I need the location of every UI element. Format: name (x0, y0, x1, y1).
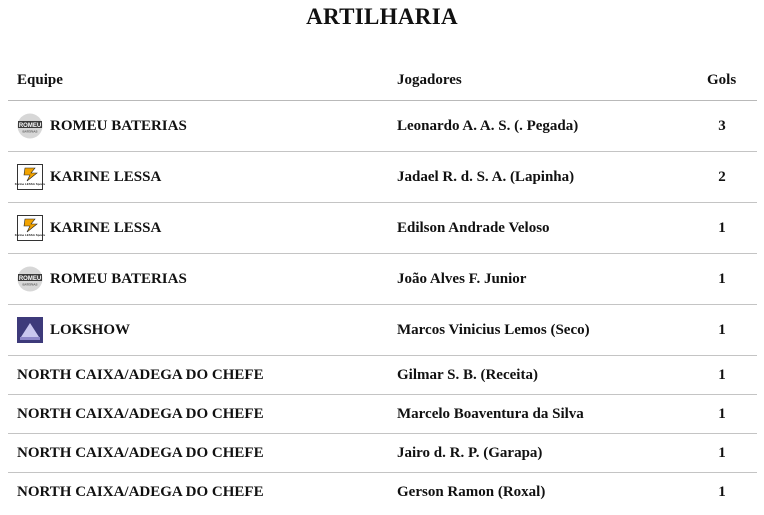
goals-count: 1 (718, 321, 726, 338)
player-name: Gerson Ramon (Roxal) (397, 483, 546, 500)
team-name: NORTH CAIXA/ADEGA DO CHEFE (17, 444, 264, 461)
team-name: ROMEU BATERIAS (50, 117, 187, 134)
player-name: Marcos Vinicius Lemos (Seco) (397, 321, 590, 338)
svg-text:ROMEU: ROMEU (18, 276, 42, 282)
table-row (8, 254, 757, 305)
svg-text:Karine LESSA Sports: Karine LESSA Sports (14, 182, 46, 186)
player-name: Marcelo Boaventura da Silva (397, 405, 584, 422)
romeu-baterias-logo-icon (17, 266, 43, 292)
team-name: NORTH CAIXA/ADEGA DO CHEFE (17, 405, 264, 422)
header-players: Jogadores (397, 72, 462, 88)
scorers-table (8, 62, 757, 511)
table-row (8, 434, 757, 473)
goals-count: 2 (718, 168, 726, 185)
team-name: ROMEU BATERIAS (50, 270, 187, 287)
lokshow-logo-icon (17, 317, 43, 343)
table-row (8, 305, 757, 356)
player-name: Leonardo A. A. S. (. Pegada) (397, 117, 579, 134)
goals-count: 1 (718, 219, 726, 236)
svg-text:BATERIAS: BATERIAS (22, 282, 38, 287)
goals-count: 1 (718, 405, 726, 422)
team-name: NORTH CAIXA/ADEGA DO CHEFE (17, 366, 264, 383)
karine-lessa-logo-icon (14, 215, 46, 241)
table-row (8, 203, 757, 254)
table-header (8, 62, 757, 101)
player-name: Edilson Andrade Veloso (397, 219, 550, 236)
team-name: KARINE LESSA (50, 219, 162, 236)
goals-count: 1 (718, 366, 726, 383)
team-name: KARINE LESSA (50, 168, 162, 185)
header-goals: Gols (707, 72, 737, 88)
player-name: Jairo d. R. P. (Garapa) (397, 444, 543, 461)
goals-count: 1 (718, 444, 726, 461)
player-name: Gilmar S. B. (Receita) (397, 366, 538, 383)
romeu-baterias-logo-icon (17, 113, 43, 139)
team-name: NORTH CAIXA/ADEGA DO CHEFE (17, 483, 264, 500)
header-team: Equipe (17, 72, 63, 88)
table-row (8, 101, 757, 152)
page-title: ARTILHARIA (306, 4, 458, 29)
goals-count: 1 (718, 483, 726, 500)
goals-count: 1 (718, 270, 726, 287)
player-name: Jadael R. d. S. A. (Lapinha) (397, 168, 575, 185)
goals-count: 3 (718, 117, 726, 134)
svg-text:ROMEU: ROMEU (18, 123, 42, 129)
svg-text:BATERIAS: BATERIAS (22, 129, 38, 134)
table-row (8, 395, 757, 434)
table-row (8, 152, 757, 203)
table-row (8, 356, 757, 395)
karine-lessa-logo-icon (14, 164, 46, 190)
table-row (8, 473, 757, 511)
team-name: LOKSHOW (50, 321, 131, 338)
svg-text:Karine LESSA Sports: Karine LESSA Sports (14, 233, 46, 237)
player-name: João Alves F. Junior (397, 270, 527, 287)
